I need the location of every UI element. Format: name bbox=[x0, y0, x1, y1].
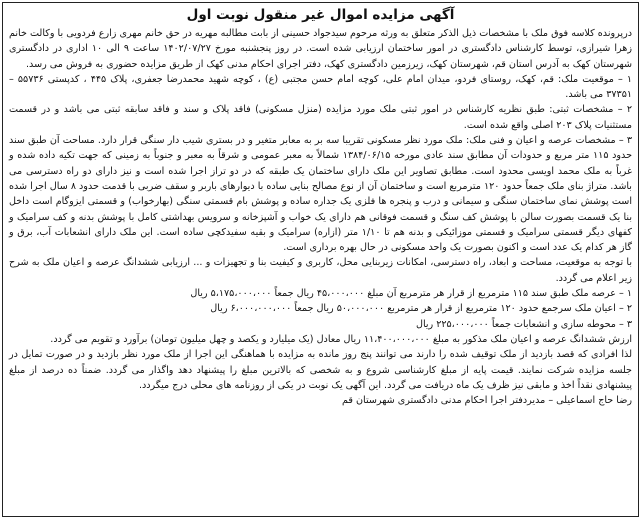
auction-notice bbox=[2, 2, 639, 517]
notice-total-value: ارزش ششدانگ عرصه و اعیان ملک مذکور به مبلغ ۱۱،۴۰۰،۰۰۰،۰۰۰ ریال معادل (یک میلیارد و یکصد و چهل میلیون تومان) برآورد و تقویم می گردد. bbox=[50, 333, 632, 345]
notice-valuation-intro: با توجه به موقعیت، مساحت و ابعاد، راه دسترسی، امکانات زیربنایی محل، کاربری و کیفیت بنا و تجهیزات و ... ارزیابی ششدانگ عرصه و اعیان ملک به شرح زیر اعلام می گردد. bbox=[9, 257, 632, 284]
notice-valuation-building: ۲ – اعیان ملک سرجمع حدود ۱۲۰ مترمربع از قرار هر مترمربع ۵۰،۰۰۰،۰۰۰ ریال جمعاً ۶،۰۰۰،۰۰۰،۰۰۰ ریال bbox=[210, 303, 632, 315]
notice-body bbox=[9, 26, 632, 408]
notice-item-registration: ۲ – مشخصات ثبتی: طبق نظریه کارشناس در امور ثبتی ملک مورد مزایده (منزل مسکونی) فاقد پلاک و سند و فاقد سابقه ثبتی می باشد و در قسمت مستثنیات پلاک ۲۰۳ اصلی واقع شده است. bbox=[9, 104, 632, 131]
notice-valuation-land: ۱ – عرصه ملک طبق سند ۱۱۵ مترمربع از قرار هر مترمربع آن مبلغ ۴۵،۰۰۰،۰۰۰ ریال جمعاً ۵،۱۷۵،۰۰۰،۰۰۰ ریال bbox=[190, 288, 632, 300]
notice-intro: درپرونده کلاسه فوق ملک با مشخصات ذیل الذکر متعلق به ورثه مرحوم سیدجواد حسینی از بابت مطالبه مهریه در حق خانم مهری زارع فردویی با وکالت خانم زهرا شیرازی، توسط کارشناس دادگستری در امور ساختمان ارزیابی شده است. در روز پنجشنبه مورخ ۱۴۰۲/۰۷/۲۷ ساعت ۹ الی ۱۰ اداری در دادگستری شهرستان کهک به آدرس استان قم، شهرستان کهک، زیرزمین دادگستری کهک، دفتر اجرای احکام مدنی کهک از طریق مزایده حضوری به فروش می رسد. bbox=[9, 28, 632, 70]
notice-conditions: لذا افرادی که قصد بازدید از ملک توقیف شده را دارند می توانند پنج روز مانده به مزایده با هماهنگی این اجرا از ملک مورد نظر بازدید و در صورت تمایل در جلسه مزایده شرکت نمایند. قیمت پایه از مبلغ کارشناسی شروع و به شخصی که بالاترین مبلغ را پیشنهاد دهد واگذار می گردد. ضمناً ده درصد از مبلغ پیشنهادی نقداً اخذ و مابقی نیز ظرف یک ماه دریافت می گردد. این آگهی یک نوبت در یکی از روزنامه های محلی درج میگردد. bbox=[9, 349, 632, 391]
notice-valuation-yard: ۳ – محوطه سازی و انشعابات جمعاً ۲۲۵،۰۰۰،۰۰۰ ریال bbox=[415, 318, 632, 330]
notice-title: آگهی مزایده اموال غیر منقول نوبت اول bbox=[186, 7, 455, 23]
notice-item-specs: ۳ – مشخصات عرصه و اعیان و فنی ملک: ملک مورد نظر مسکونی تقریبا سه بر به معابر متغیر و در بستری شیب دار سنگی قرار دارد. مساحت آن طبق سند حدود ۱۱۵ متر مربع و حدودات آن مطابق سند عادی مورخه ۱۳۸۴/۰۶/۱۵ شمالاً به معبر عمومی و شرقاً به معبر و جنوباً به زمینی که جهت تکیه داده شده و غرباً به ملک محمد اویسی محدود است. مطابق تصاویر این ملک دارای ساختمان یک طبقه که در دو تراز اجرا شده است و نیز دارای دو راه دسترسی می باشد. متراژ بنای ملک جمعاً حدود ۱۲۰ مترمربع است و ساختمان آن از نوع مصالح بنایی ساده با دیوارهای باربر و سقف ضربی با قدمت حدود ۸ سال اجرا شده است پوشش نمای ساختمان سنگی و سیمانی و درب و پنجره ها فلزی یک جداره ساده و پوشش بام قسمتی سنگی (بهارخواب) و قسمتی ایزوگام است داخل بنا یک قسمت بصورت سالن با پوشش کف سنگ و قسمت فوقانی هم دارای یک خواب و آشپزخانه و سرویس بهداشتی کامل با پوشش بدنه و کف سرامیک و کفهای دیگر قسمتی سرامیک و قسمتی موزائیکی و بدنه هم تا ۱/۱۰ متر (ازاره) سرامیک و بقیه سفیدکچی ساده است. این ملک دارای انشعابات آب، برق و گاز هر کدام یک عدد است و اکنون بصورت یک واحد مسکونی در حال بهره برداری است. bbox=[9, 135, 633, 254]
notice-item-location: ۱ – موقعیت ملک: قم، کهک، روستای فردو، میدان امام علی، کوچه امام حسن مجتبی (ع) ، کوچه شهید محمدرضا جعفری، پلاک ۴۴۵ ، کدپستی ۵۵۷۳۶ – ۳۷۳۵۱ می باشد. bbox=[9, 73, 632, 101]
notice-signature: رضا حاج اسماعیلی – مدیردفتر اجرا احکام مدنی دادگستری شهرستان قم bbox=[341, 395, 632, 407]
